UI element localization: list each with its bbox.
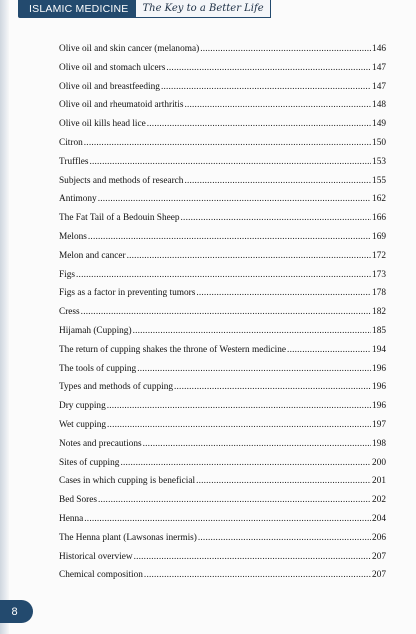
toc-entry [59, 59, 386, 78]
toc-dot-leader [120, 454, 371, 473]
toc-dot-leader [137, 360, 371, 379]
toc-entry [59, 96, 386, 115]
toc-entry-page: 173 [372, 269, 386, 280]
toc-dot-leader [107, 397, 371, 416]
toc-entry-title: Historical overview [59, 551, 133, 562]
toc-entry-page: 153 [372, 156, 386, 167]
toc-dot-leader [107, 416, 371, 435]
toc-dot-leader [184, 96, 371, 115]
toc-dot-leader [89, 153, 371, 172]
toc-entry [59, 78, 386, 97]
toc-entry-title: Types and methods of cupping [59, 382, 173, 393]
toc-dot-leader [200, 40, 371, 59]
toc-dot-leader [98, 491, 371, 510]
toc-entry [59, 153, 386, 172]
toc-entry [59, 284, 386, 303]
toc-entry-title: Sites of cupping [59, 457, 120, 468]
toc-entry-page: 200 [372, 457, 386, 468]
toc-entry-page: 204 [372, 513, 386, 524]
toc-entry-title: Dry cupping [59, 401, 106, 412]
toc-entry-title: Hijamah (Cupping) [59, 325, 132, 336]
toc-entry-title: The Henna plant (Lawsonas inermis) [59, 532, 197, 543]
toc-entry [59, 172, 386, 191]
toc-entry-title: Henna [59, 513, 84, 524]
toc-entry-page: 166 [372, 213, 386, 224]
toc-entry [59, 228, 386, 247]
toc-entry-page: 172 [372, 250, 386, 261]
toc-entry [59, 115, 386, 134]
toc-dot-leader [144, 566, 371, 585]
toc-dot-leader [88, 228, 371, 247]
toc-entry-title: Subjects and methods of research [59, 175, 184, 186]
toc-entry-page: 196 [372, 401, 386, 412]
toc-entry-page: 207 [372, 551, 386, 562]
toc-entry-page: 196 [372, 382, 386, 393]
toc-dot-leader [133, 322, 371, 341]
toc-entry-page: 194 [372, 344, 386, 355]
toc-entry-title: The tools of cupping [59, 363, 137, 374]
toc-entry-page: 150 [372, 137, 386, 148]
toc-entry-title: The Fat Tail of a Bedouin Sheep [59, 213, 180, 224]
toc-dot-leader [84, 510, 371, 529]
toc-entry-page: 147 [372, 62, 386, 73]
toc-dot-leader [166, 59, 371, 78]
toc-dot-leader [174, 378, 371, 397]
toc-entry-page: 148 [372, 100, 386, 111]
toc-entry [59, 566, 386, 585]
toc-entry-page: 162 [372, 194, 386, 205]
toc-dot-leader [134, 548, 371, 567]
toc-entry [59, 247, 386, 266]
toc-entry [59, 209, 386, 228]
table-of-contents [59, 40, 386, 585]
toc-entry-title: Citron [59, 137, 83, 148]
page-number-badge: 8 [0, 600, 33, 623]
toc-entry [59, 40, 386, 59]
book-title: ISLAMIC MEDICINE [18, 0, 136, 18]
running-header [18, 0, 271, 18]
toc-entry [59, 491, 386, 510]
toc-entry-title: Olive oil kills head lice [59, 119, 146, 130]
toc-dot-leader [287, 341, 371, 360]
toc-entry-title: Olive oil and skin cancer (melanoma) [59, 44, 200, 54]
toc-entry-page: 201 [372, 476, 386, 487]
toc-entry-page: 147 [372, 81, 386, 92]
toc-entry-title: Truffles [59, 156, 89, 167]
toc-dot-leader [84, 134, 371, 153]
toc-entry [59, 510, 386, 529]
toc-entry-title: Cases in which cupping is beneficial [59, 476, 196, 487]
toc-entry [59, 303, 386, 322]
toc-entry-title: Melon and cancer [59, 250, 126, 261]
toc-entry [59, 416, 386, 435]
toc-entry-page: 185 [372, 325, 386, 336]
toc-entry-title: Olive oil and stomach ulcers [59, 62, 166, 73]
toc-entry-title: Figs as a factor in preventing tumors [59, 288, 196, 299]
toc-dot-leader [198, 529, 371, 548]
toc-dot-leader [161, 78, 371, 97]
toc-entry-title: Figs [59, 269, 76, 280]
book-tagline: The Key to a Better Life [136, 0, 270, 18]
toc-dot-leader [184, 172, 371, 191]
toc-entry-title: Antimony [59, 194, 97, 205]
toc-entry [59, 378, 386, 397]
toc-dot-leader [81, 303, 371, 322]
toc-entry-title: Chemical composition [59, 570, 143, 581]
toc-entry-page: 155 [372, 175, 386, 186]
toc-entry-page: 198 [372, 438, 386, 449]
toc-entry-page: 169 [372, 231, 386, 242]
toc-entry-page: 178 [372, 288, 386, 299]
toc-dot-leader [127, 247, 371, 266]
toc-entry-title: Notes and precautions [59, 438, 142, 449]
toc-entry-page: 196 [372, 363, 386, 374]
toc-dot-leader [76, 266, 371, 285]
toc-entry-title: The return of cupping shakes the throne of Western medicine [59, 344, 287, 355]
toc-entry-page: 149 [372, 119, 386, 130]
toc-entry-title: Cress [59, 307, 80, 318]
toc-dot-leader [147, 115, 371, 134]
toc-entry [59, 190, 386, 209]
toc-entry-page: 207 [372, 570, 386, 581]
toc-entry [59, 397, 386, 416]
toc-entry [59, 435, 386, 454]
toc-entry-title: Olive oil and rheumatoid arthritis [59, 100, 184, 111]
toc-entry [59, 454, 386, 473]
toc-entry-page: 182 [372, 307, 386, 318]
toc-dot-leader [98, 190, 371, 209]
toc-entry-page: 202 [372, 495, 386, 506]
toc-dot-leader [196, 472, 371, 491]
toc-entry [59, 341, 386, 360]
toc-entry [59, 322, 386, 341]
toc-dot-leader [181, 209, 372, 228]
toc-entry [59, 472, 386, 491]
toc-entry-page: 146 [372, 44, 386, 54]
toc-entry [59, 548, 386, 567]
toc-entry [59, 360, 386, 379]
toc-entry [59, 266, 386, 285]
toc-entry-page: 206 [372, 532, 386, 543]
toc-entry [59, 529, 386, 548]
page-edge [0, 0, 9, 634]
toc-entry-page: 197 [372, 419, 386, 430]
toc-dot-leader [143, 435, 371, 454]
toc-entry [59, 134, 386, 153]
toc-entry-title: Melons [59, 231, 87, 242]
toc-entry-title: Bed Sores [59, 495, 97, 506]
toc-entry-title: Olive oil and breastfeeding [59, 81, 160, 92]
toc-dot-leader [196, 284, 371, 303]
toc-entry-title: Wet cupping [59, 419, 107, 430]
